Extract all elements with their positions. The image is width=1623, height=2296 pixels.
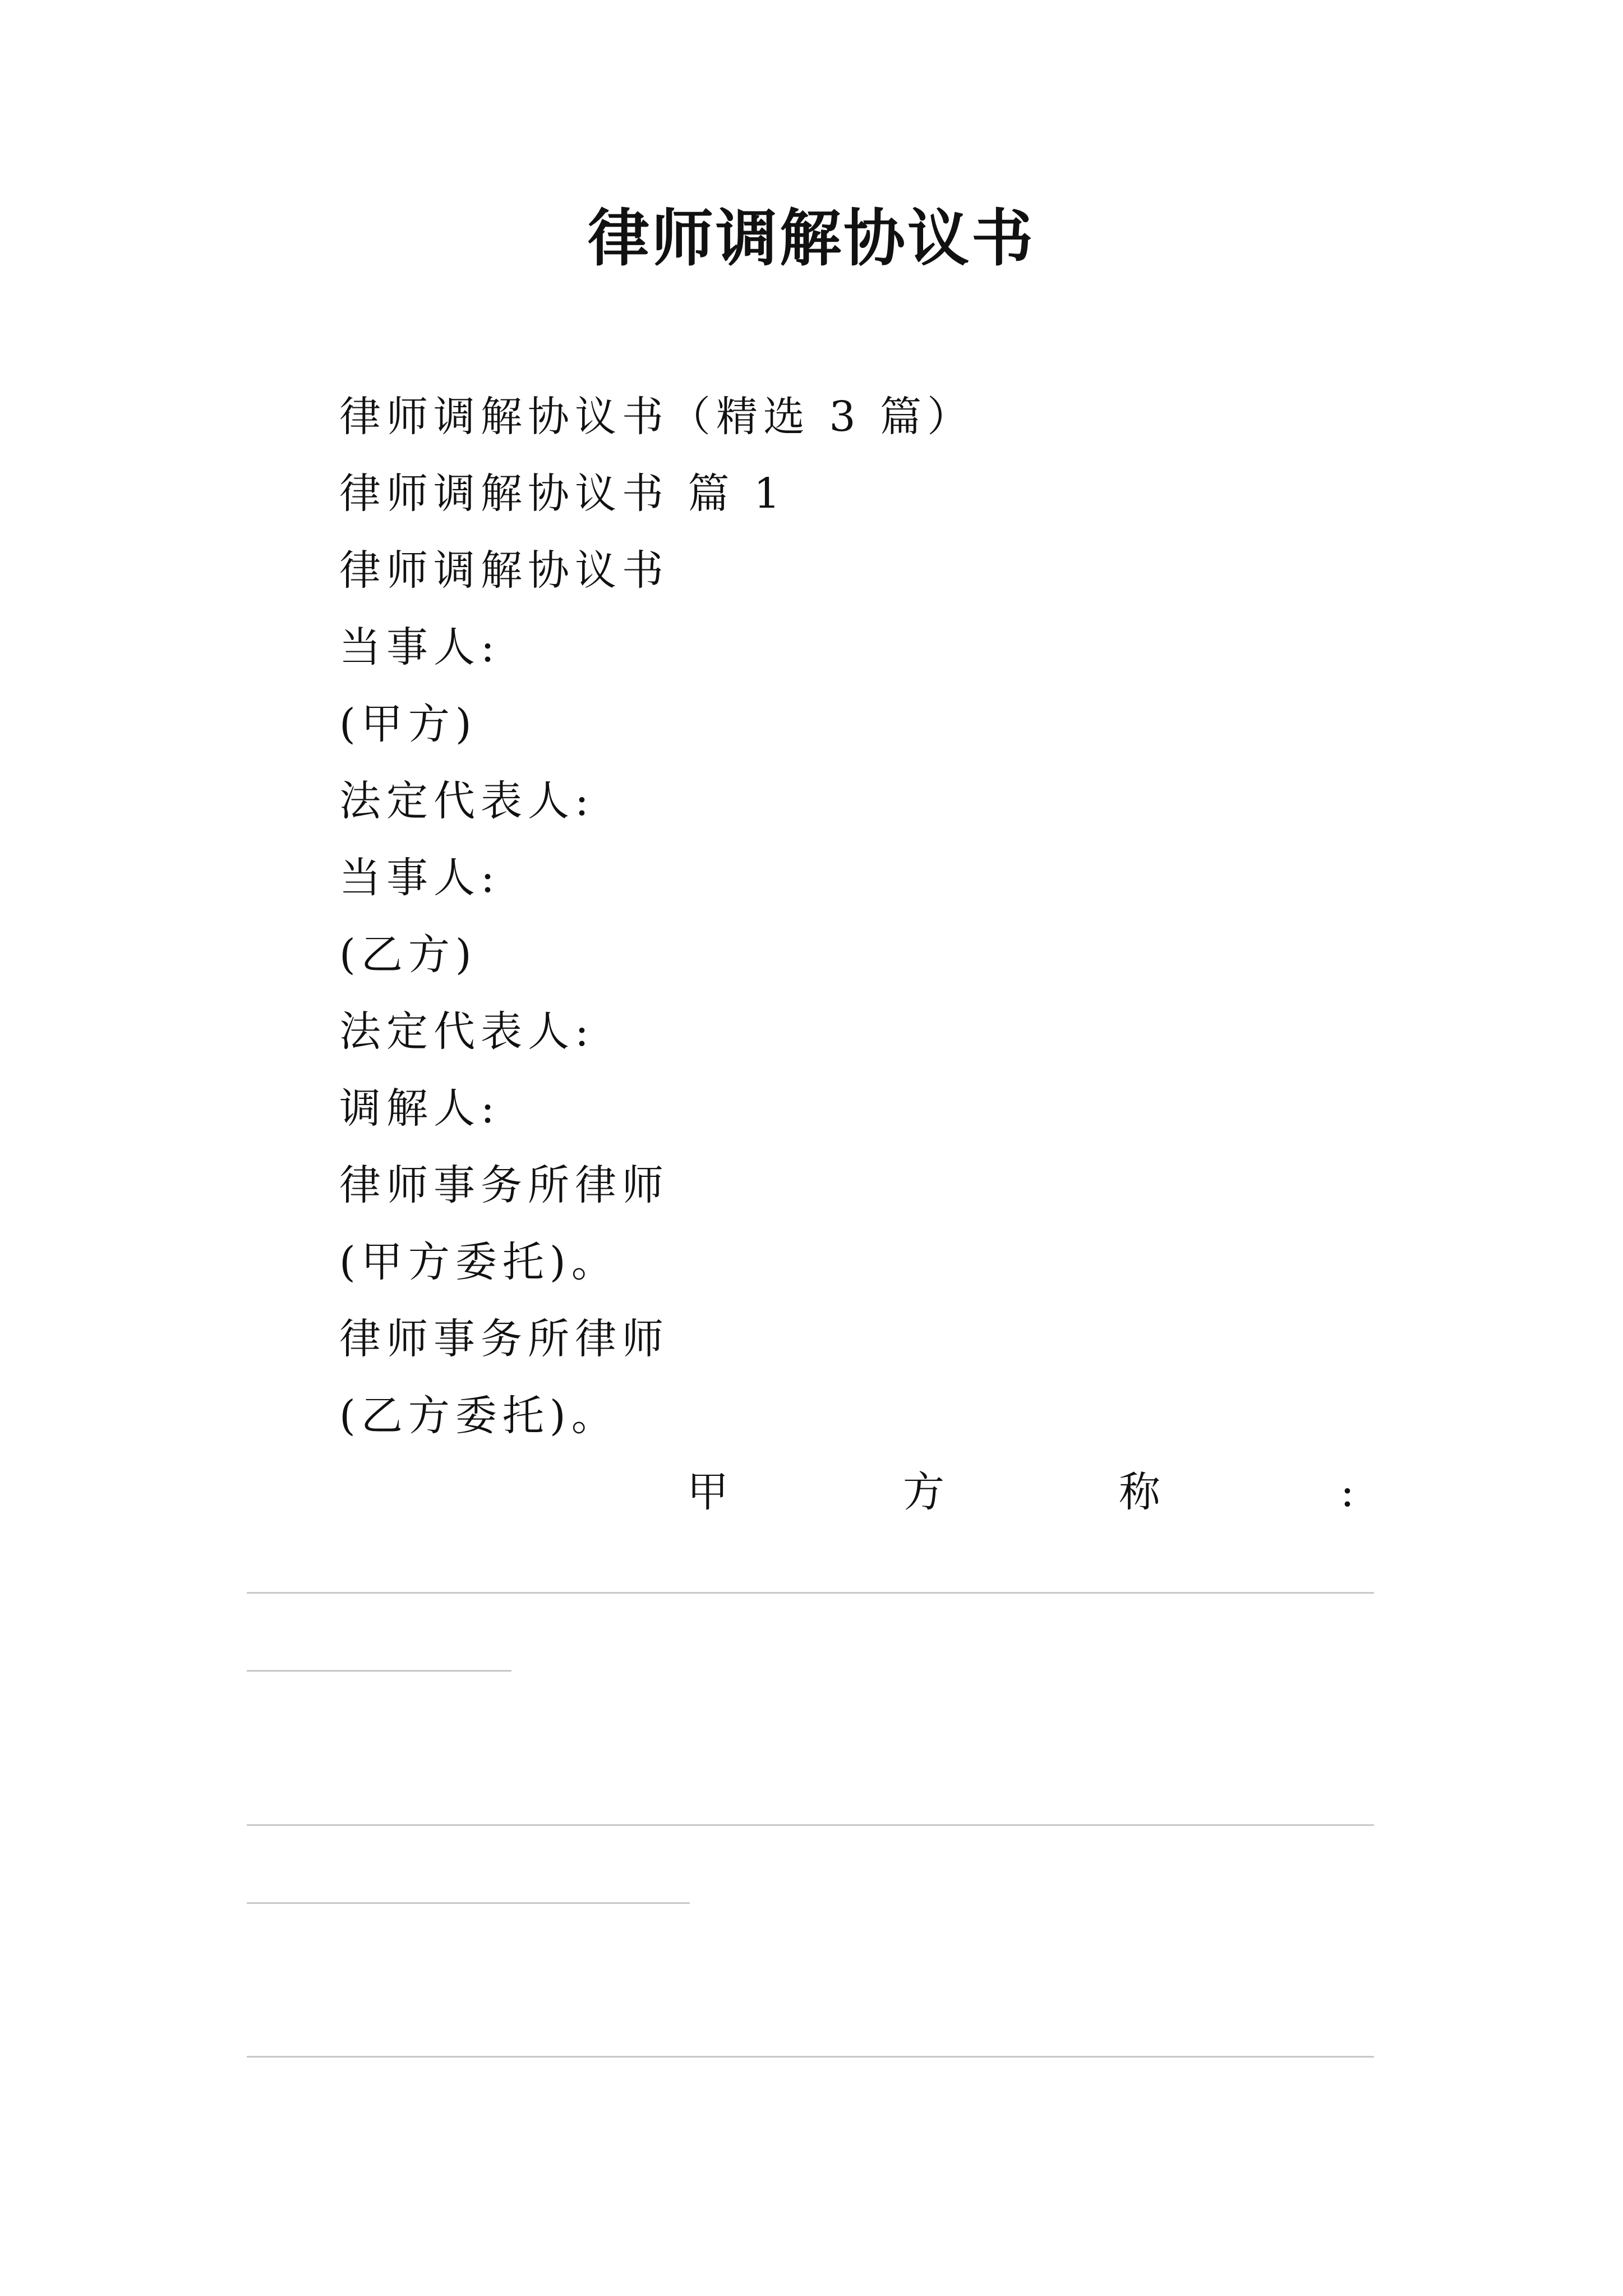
agreement-heading: 律师调解协议书 [339, 546, 669, 595]
fill-in-line-4 [247, 1902, 690, 1904]
fill-in-line-1 [247, 1592, 1374, 1594]
party-a-representative: 法定代表人: [339, 777, 594, 825]
document-title: 律师调解协议书 [588, 202, 1035, 274]
fill-in-line-3 [247, 1824, 1374, 1826]
party-name-colon: : [1340, 1468, 1354, 1516]
party-name-char-1: 甲 [687, 1468, 728, 1516]
mediator-b-firm: 律师事务所律师 [339, 1315, 669, 1363]
mediator-a-entrusted: (甲方委托)。 [339, 1238, 619, 1286]
party-b-label: 当事人: [339, 854, 500, 902]
party-name-row [687, 1458, 1374, 1526]
mediator-b-entrusted: (乙方委托)。 [339, 1392, 619, 1440]
mediator-a-firm: 律师事务所律师 [339, 1161, 669, 1209]
party-b-role: (乙方) [339, 931, 477, 979]
party-a-label: 当事人: [339, 623, 500, 671]
fill-in-line-2 [247, 1670, 511, 1672]
subtitle-line: 律师调解协议书（精选 3 篇） [339, 393, 975, 441]
party-b-representative: 法定代表人: [339, 1007, 594, 1056]
section-heading: 律师调解协议书 篇 1 [339, 470, 786, 518]
mediator-label: 调解人: [339, 1084, 500, 1133]
party-name-char-3: 称 [1119, 1468, 1160, 1516]
party-name-char-2: 方 [903, 1468, 944, 1516]
document-body [339, 379, 1405, 1455]
party-a-role: (甲方) [339, 700, 477, 748]
fill-in-line-5 [247, 2056, 1374, 2058]
